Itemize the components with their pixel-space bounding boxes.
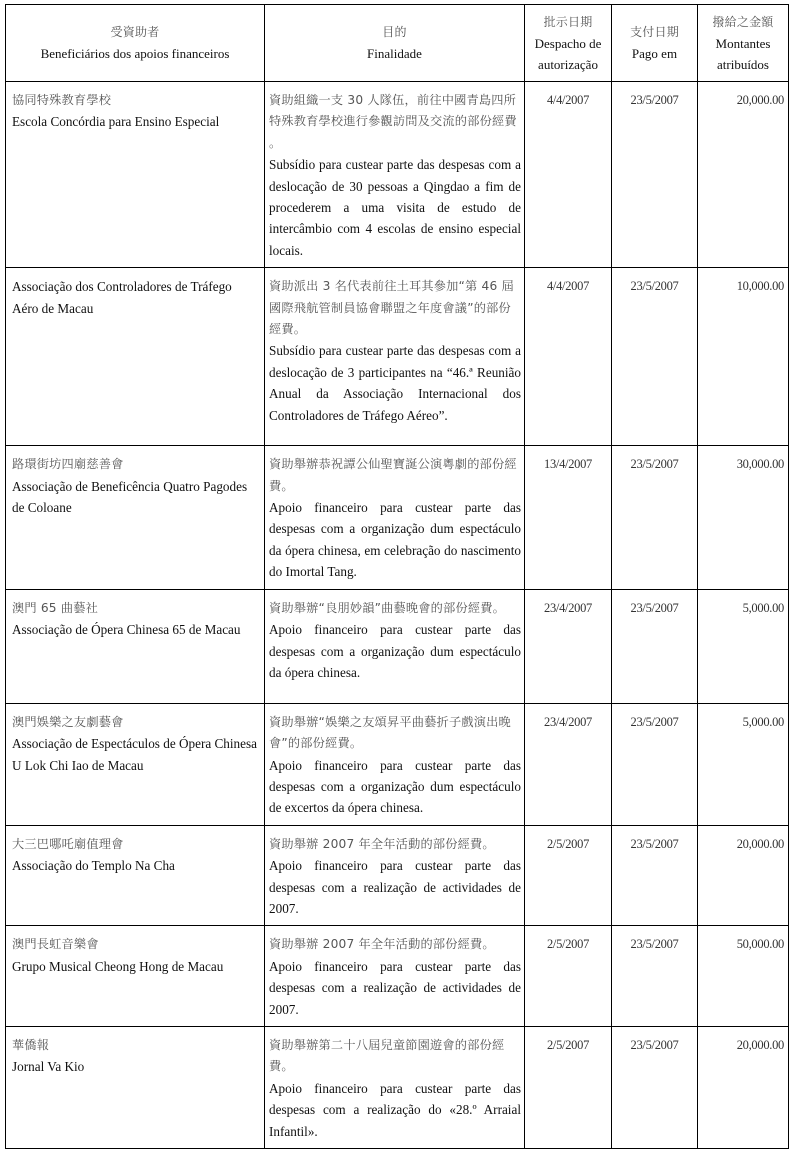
grants-table <box>5 4 789 1149</box>
purpose-pt: Apoio financeiro para custear parte das despesas com a realização de actividades de 2007. <box>269 858 521 916</box>
amount: 5,000.00 <box>698 589 789 703</box>
purpose-cell <box>265 703 525 825</box>
authorized-date: 23/4/2007 <box>525 703 612 825</box>
authorized-date: 23/4/2007 <box>525 589 612 703</box>
purpose-pt: Apoio financeiro para custear parte das despesas com a realização do «28.º Arraial Infantil». <box>269 1080 521 1139</box>
authorized-date: 2/5/2007 <box>525 926 612 1027</box>
purpose-pt: Apoio financeiro para custear parte das despesas com a organização dum espectáculo da ópera chinesa. <box>269 622 521 680</box>
authorized-date: 2/5/2007 <box>525 1026 612 1148</box>
authorized-date: 4/4/2007 <box>525 82 612 268</box>
table-row <box>6 703 789 825</box>
beneficiary-cell <box>6 1026 265 1148</box>
purpose-zh: 資助舉辦 2007 年全年活動的部份經費。 <box>269 937 495 952</box>
beneficiary-cell <box>6 268 265 446</box>
purpose-zh: 資助派出 3 名代表前往土耳其參加“第 46 屆國際飛航管制員協會聯盟之年度會議”的部份經費。 <box>269 279 514 337</box>
beneficiary-pt: Grupo Musical Cheong Hong de Macau <box>12 958 224 974</box>
beneficiary-zh: 澳門 65 曲藝社 <box>12 600 98 615</box>
table-row <box>6 82 789 268</box>
table-row <box>6 268 789 446</box>
header-purpose <box>265 5 525 82</box>
beneficiary-zh: 華僑報 <box>12 1037 50 1052</box>
table-row <box>6 1026 789 1148</box>
amount: 20,000.00 <box>698 1026 789 1148</box>
beneficiary-pt: Escola Concórdia para Ensino Especial <box>12 114 220 130</box>
purpose-pt: Subsídio para custear parte das despesas com a deslocação de 30 pessoas a Qingdao a fim de procederem a uma visita de estudo de intercâmbio com 4 escolas de ensino especial locais. <box>269 157 521 258</box>
beneficiary-cell <box>6 82 265 268</box>
authorized-date: 2/5/2007 <box>525 825 612 926</box>
amount: 20,000.00 <box>698 825 789 926</box>
amount: 10,000.00 <box>698 268 789 446</box>
paid-date: 23/5/2007 <box>612 703 698 825</box>
header-beneficiary-zh: 受資助者 <box>110 25 160 39</box>
amount: 30,000.00 <box>698 446 789 589</box>
authorized-date: 4/4/2007 <box>525 268 612 446</box>
amount: 5,000.00 <box>698 703 789 825</box>
purpose-pt: Apoio financeiro para custear parte das despesas com a organização dum espectáculo de excertos da ópera chinesa. <box>269 757 521 816</box>
paid-date: 23/5/2007 <box>612 268 698 446</box>
header-beneficiary-pt: Beneficiários dos apoios financeiros <box>40 46 230 61</box>
purpose-cell <box>265 82 525 268</box>
header-authorized <box>525 5 612 82</box>
header-paid-pt: Pago em <box>631 46 678 61</box>
table-row <box>6 446 789 589</box>
amount: 50,000.00 <box>698 926 789 1027</box>
beneficiary-cell <box>6 446 265 589</box>
paid-date: 23/5/2007 <box>612 82 698 268</box>
purpose-cell <box>265 825 525 926</box>
purpose-zh: 資助組織一支 30 人隊伍，前往中國青島四所特殊教育學校進行參觀訪問及交流的部份經費 。 <box>269 93 517 150</box>
purpose-pt: Subsídio para custear parte das despesas com a deslocação de 3 participantes na “46.ª Reunião Anual da Associação Internacional dos Controladores de Tráfego Aéreo”. <box>269 343 521 423</box>
beneficiary-pt: Associação de Espectáculos de Ópera Chinesa U Lok Chi Iao de Macau <box>12 736 257 773</box>
paid-date: 23/5/2007 <box>612 825 698 926</box>
paid-date: 23/5/2007 <box>612 589 698 703</box>
beneficiary-cell <box>6 926 265 1027</box>
table-row <box>6 589 789 703</box>
beneficiary-cell <box>6 703 265 825</box>
beneficiary-zh: 路環街坊四廟慈善會 <box>12 457 124 472</box>
header-row <box>6 5 789 82</box>
beneficiary-zh: 澳門娛樂之友劇藝會 <box>12 714 124 729</box>
header-beneficiary <box>6 5 265 82</box>
purpose-zh: 資助舉辦第二十八屆兒童節園遊會的部份經費。 <box>269 1037 505 1074</box>
purpose-cell <box>265 268 525 446</box>
header-purpose-pt: Finalidade <box>367 46 422 61</box>
beneficiary-zh: 大三巴哪吒廟值理會 <box>12 836 124 851</box>
table-row <box>6 825 789 926</box>
header-purpose-zh: 目的 <box>382 25 407 39</box>
beneficiary-pt: Associação de Beneficência Quatro Pagodes de Coloane <box>12 478 248 516</box>
purpose-zh: 資助舉辦 2007 年全年活動的部份經費。 <box>269 836 495 851</box>
header-paid-zh: 支付日期 <box>630 25 679 39</box>
beneficiary-pt: Associação dos Controladores de Tráfego Aéro de Macau <box>12 279 232 316</box>
amount: 20,000.00 <box>698 82 789 268</box>
header-authorized-pt: Despacho de autorização <box>534 35 602 72</box>
purpose-pt: Apoio financeiro para custear parte das despesas com a organização dum espectáculo da ópera chinesa, em celebração do nascimento do Imortal Tang. <box>269 500 521 580</box>
purpose-zh: 資助舉辦“良朋妙韻”曲藝晚會的部份經費。 <box>269 600 506 615</box>
header-amount <box>698 5 789 82</box>
header-amount-pt: Montantes atribuídos <box>715 35 771 72</box>
authorized-date: 13/4/2007 <box>525 446 612 589</box>
beneficiary-zh: 澳門長虹音樂會 <box>12 937 99 952</box>
beneficiary-pt: Associação do Templo Na Cha <box>12 858 175 874</box>
purpose-zh: 資助舉辦恭祝譚公仙聖寶誕公演粵劇的部份經費。 <box>269 457 517 493</box>
paid-date: 23/5/2007 <box>612 446 698 589</box>
paid-date: 23/5/2007 <box>612 926 698 1027</box>
table-row <box>6 926 789 1027</box>
purpose-cell <box>265 926 525 1027</box>
beneficiary-pt: Jornal Va Kio <box>12 1059 85 1075</box>
beneficiary-cell <box>6 825 265 926</box>
paid-date: 23/5/2007 <box>612 1026 698 1148</box>
purpose-cell <box>265 589 525 703</box>
purpose-pt: Apoio financeiro para custear parte das despesas com a realização de actividades de 2007. <box>269 958 521 1017</box>
purpose-cell <box>265 446 525 589</box>
beneficiary-zh: 協同特殊教育學校 <box>12 93 112 107</box>
header-authorized-zh: 批示日期 <box>543 14 593 29</box>
beneficiary-pt: Associação de Ópera Chinesa 65 de Macau <box>12 622 241 638</box>
purpose-zh: 資助舉辦“娛樂之友頌昇平曲藝折子戲演出晚會”的部份經費。 <box>269 714 511 751</box>
purpose-cell <box>265 1026 525 1148</box>
beneficiary-cell <box>6 589 265 703</box>
header-amount-zh: 撥給之金額 <box>712 14 774 29</box>
header-paid <box>612 5 698 82</box>
